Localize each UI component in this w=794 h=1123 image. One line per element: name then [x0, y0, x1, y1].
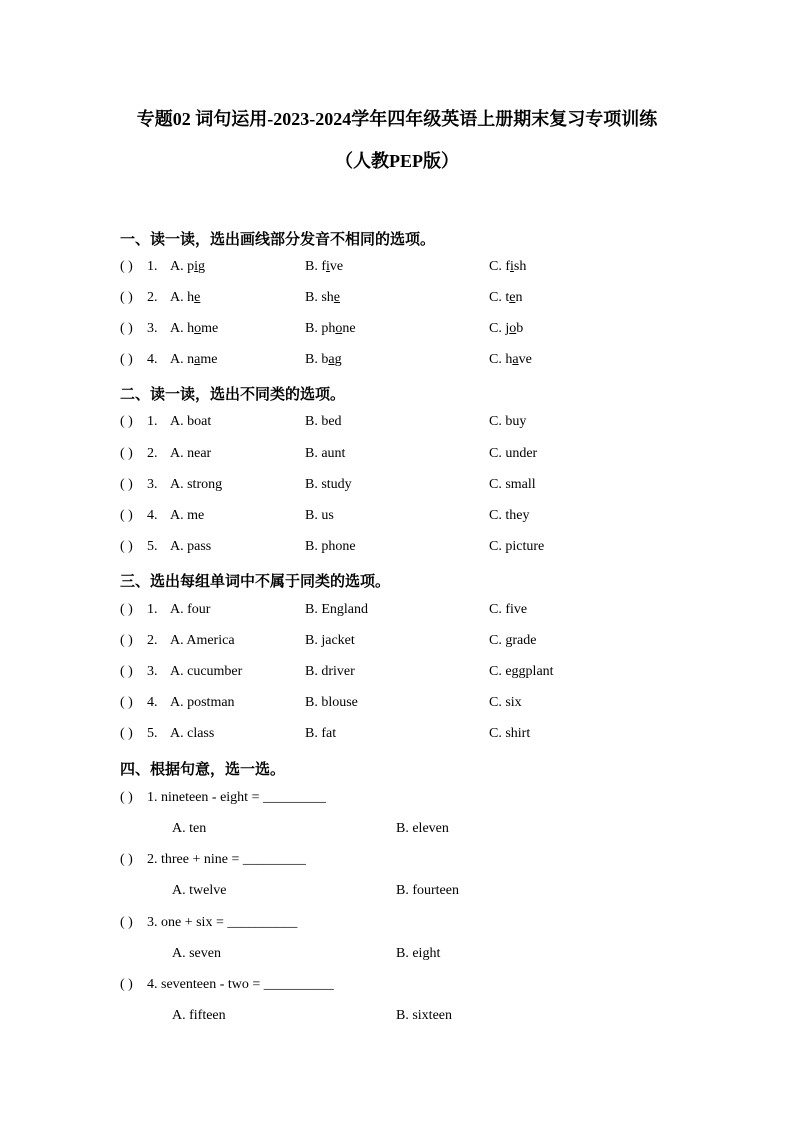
option-c: C. ten [489, 290, 523, 305]
underlined-letter: i [194, 259, 199, 274]
answer-bracket[interactable]: ( ) [120, 352, 133, 367]
question-text: 1. nineteen - eight = _________ [147, 790, 326, 805]
question-number: 1. [147, 259, 158, 274]
option-a: A. me [170, 508, 205, 523]
option-b: B. five [305, 259, 344, 274]
option-a: A. twelve [172, 883, 227, 898]
question-number: 2. [147, 446, 158, 461]
page-title: 专题02 词句运用-2023-2024学年四年级英语上册期末复习专项训练 [136, 109, 658, 129]
s2-question-3 [120, 477, 740, 497]
question-text: 3. one + six = __________ [147, 915, 298, 930]
option-b: B. eight [396, 946, 441, 961]
question-number: 1. [147, 602, 158, 617]
question-number: 1. [147, 414, 158, 429]
option-c: C. six [489, 695, 522, 710]
option-c: C. have [489, 352, 532, 367]
question-number: 2. [147, 290, 158, 305]
s3-question-5 [120, 726, 740, 746]
option-c: C. picture [489, 539, 545, 554]
s4-question-3 [120, 915, 740, 935]
answer-bracket[interactable]: ( ) [120, 290, 133, 305]
question-number: 2. [147, 633, 158, 648]
option-a: A. name [170, 352, 218, 367]
option-b: B. eleven [396, 821, 449, 836]
underlined-letter: o [335, 321, 343, 336]
option-c: C. shirt [489, 726, 531, 741]
answer-bracket[interactable]: ( ) [120, 446, 133, 461]
question-number: 4. [147, 508, 158, 523]
underlined-letter: o [509, 321, 517, 336]
s4-question-2 [120, 852, 740, 872]
answer-bracket[interactable]: ( ) [120, 695, 133, 710]
section-4-heading: 四、根据句意，选一选。 [120, 762, 286, 778]
option-b: B. us [305, 508, 334, 523]
s1-question-2 [120, 290, 740, 310]
section-1-heading: 一、读一读，选出画线部分发音不相同的选项。 [120, 232, 436, 248]
option-a: A. near [170, 446, 212, 461]
answer-bracket[interactable]: ( ) [120, 977, 133, 992]
question-text: 4. seventeen - two = __________ [147, 977, 334, 992]
option-c: C. under [489, 446, 538, 461]
s4-question-1 [120, 790, 740, 810]
option-a: A. four [170, 602, 211, 617]
underlined-letter: a [328, 352, 335, 367]
option-a: A. home [170, 321, 219, 336]
option-a: A. America [170, 633, 235, 648]
option-b: B. phone [305, 321, 356, 336]
underlined-letter: i [326, 259, 330, 274]
option-c: C. fish [489, 259, 527, 274]
question-number: 3. [147, 664, 158, 679]
option-c: C. five [489, 602, 528, 617]
option-a: A. cucumber [170, 664, 243, 679]
page-subtitle: （人教PEP版） [335, 151, 459, 171]
underlined-letter: e [194, 290, 201, 305]
option-c: C. they [489, 508, 530, 523]
section-3-heading: 三、选出每组单词中不属于同类的选项。 [120, 574, 391, 590]
s3-question-3 [120, 664, 740, 684]
option-b: B. she [305, 290, 341, 305]
question-number: 5. [147, 539, 158, 554]
s4-question-4-options [172, 1008, 622, 1028]
option-b: B. phone [305, 539, 356, 554]
underlined-letter: e [509, 290, 516, 305]
answer-bracket[interactable]: ( ) [120, 477, 133, 492]
option-b: B. aunt [305, 446, 346, 461]
option-a: A. fifteen [172, 1008, 226, 1023]
question-number: 4. [147, 695, 158, 710]
s4-question-2-options [172, 883, 622, 903]
s2-question-2 [120, 446, 740, 466]
option-b: B. study [305, 477, 352, 492]
answer-bracket[interactable]: ( ) [120, 508, 133, 523]
question-text: 2. three + nine = _________ [147, 852, 306, 867]
option-b: B. blouse [305, 695, 358, 710]
answer-bracket[interactable]: ( ) [120, 852, 133, 867]
option-a: A. pass [170, 539, 212, 554]
underlined-letter: a [512, 352, 519, 367]
underlined-letter: o [194, 321, 202, 336]
option-b: B. fat [305, 726, 337, 741]
s4-question-1-options [172, 821, 622, 841]
answer-bracket[interactable]: ( ) [120, 321, 133, 336]
option-b: B. England [305, 602, 368, 617]
option-b: B. driver [305, 664, 355, 679]
option-b: B. bag [305, 352, 342, 367]
option-a: A. he [170, 290, 201, 305]
underlined-letter: a [194, 352, 201, 367]
s1-question-3 [120, 321, 740, 341]
s2-question-5 [120, 539, 740, 559]
section-2-heading: 二、读一读，选出不同类的选项。 [120, 387, 346, 403]
s3-question-4 [120, 695, 740, 715]
s3-question-1 [120, 602, 740, 622]
s3-question-2 [120, 633, 740, 653]
answer-bracket[interactable]: ( ) [120, 633, 133, 648]
underlined-letter: i [510, 259, 514, 274]
answer-bracket[interactable]: ( ) [120, 414, 133, 429]
s2-question-1 [120, 414, 740, 434]
answer-bracket[interactable]: ( ) [120, 664, 133, 679]
option-c: C. small [489, 477, 536, 492]
option-c: C. grade [489, 633, 537, 648]
option-a: A. ten [172, 821, 207, 836]
answer-bracket[interactable]: ( ) [120, 602, 133, 617]
option-a: A. class [170, 726, 215, 741]
question-number: 4. [147, 352, 158, 367]
underlined-letter: e [333, 290, 341, 305]
answer-bracket[interactable]: ( ) [120, 539, 133, 554]
option-a: A. pig [170, 259, 206, 274]
answer-bracket[interactable]: ( ) [120, 915, 133, 930]
option-a: A. seven [172, 946, 221, 961]
s2-question-4 [120, 508, 740, 528]
option-c: C. eggplant [489, 664, 554, 679]
s1-question-4 [120, 352, 740, 372]
option-a: A. postman [170, 695, 235, 710]
option-a: A. boat [170, 414, 212, 429]
question-number: 5. [147, 726, 158, 741]
option-b: B. bed [305, 414, 342, 429]
s1-question-1 [120, 259, 740, 279]
question-number: 3. [147, 477, 158, 492]
question-number: 3. [147, 321, 158, 336]
s4-question-3-options [172, 946, 622, 966]
s4-question-4 [120, 977, 740, 997]
answer-bracket[interactable]: ( ) [120, 726, 133, 741]
option-b: B. fourteen [396, 883, 459, 898]
option-c: C. buy [489, 414, 527, 429]
option-b: B. jacket [305, 633, 355, 648]
option-c: C. job [489, 321, 524, 336]
option-a: A. strong [170, 477, 223, 492]
option-b: B. sixteen [396, 1008, 452, 1023]
answer-bracket[interactable]: ( ) [120, 259, 133, 274]
answer-bracket[interactable]: ( ) [120, 790, 133, 805]
